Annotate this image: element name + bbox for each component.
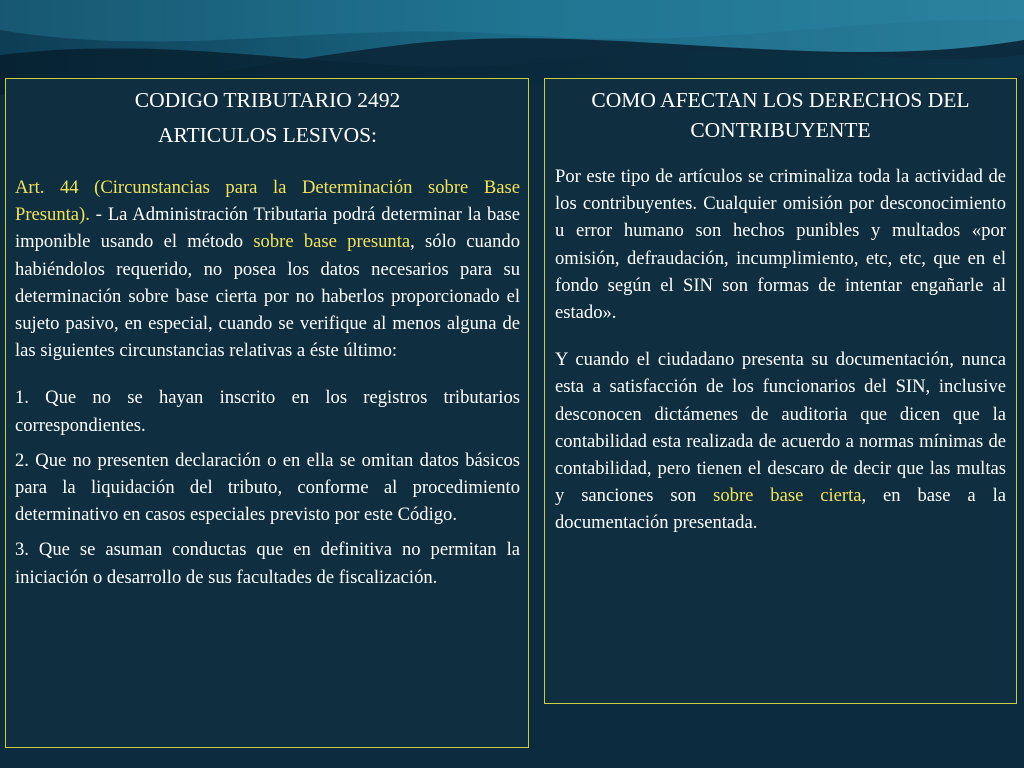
panel-subtitle: ARTICULOS LESIVOS: — [157, 123, 378, 147]
paragraph-documentation — [555, 346, 1006, 536]
paragraph-criminalization: Por este tipo de artículos se criminaliza toda la actividad de los contribuyentes. Cualquier omisión por desconocimiento u error humano son hechos punibles y multados «por omisión, defraudación, incumplimiento, etc, etc, que en el fondo según el SIN son formas de intentar engañarle al estado». — [555, 166, 1006, 324]
article-body-part2: , sólo cuando habiéndolos requerido, no posea los datos necesarios para su determinación sobre base cierta por no haberlos proporcionado el sujeto pasivo, en especial, cuando se verifique al menos alguna de las siguientes circunstancias relativas a éste último: — [15, 231, 520, 362]
list-item: 3. Que se asuman conductas que en definitiva no permitan la iniciación o desarrollo de sus facultades de fiscalización. — [15, 539, 520, 588]
list-item: 1. Que no se hayan inscrito en los registros tributarios correspondientes. — [15, 387, 520, 436]
article-highlight: sobre base presunta — [253, 231, 411, 253]
list-item: 2. Que no presenten declaración o en ella se omitan datos básicos para la liquidación del tributo, conforme al procedimiento determinativo en casos especiales previsto por este Código. — [15, 449, 520, 526]
article-title: Art. 44 (Circunstancias para la Determinación sobre Base Presunta). — [15, 177, 520, 226]
panel-title: COMO AFECTAN LOS DERECHOS DEL CONTRIBUYENTE — [591, 88, 970, 142]
paragraph-text-start: Y cuando el ciudadano presenta su documentación, nunca esta a satisfacción de los funcionarios del SIN, inclusive desconocen dictámenes de auditoria que dicen que la contabilidad esta realizada de acuerdo a normas mínimas de contabilidad, pero tienen el descaro de decir que las multas y sanciones son — [555, 349, 1006, 507]
paragraph-text-end: , en base a la documentación presentada. — [555, 485, 1006, 534]
paragraph-highlight: sobre base cierta — [713, 485, 862, 507]
article-44-paragraph — [15, 174, 520, 364]
article-body-part1: - La Administración Tributaria podrá determinar la base imponible usando el método — [15, 204, 520, 253]
tax-code-panel — [5, 78, 529, 748]
panel-title: CODIGO TRIBUTARIO 2492 — [134, 88, 401, 112]
taxpayer-rights-panel — [544, 78, 1017, 704]
